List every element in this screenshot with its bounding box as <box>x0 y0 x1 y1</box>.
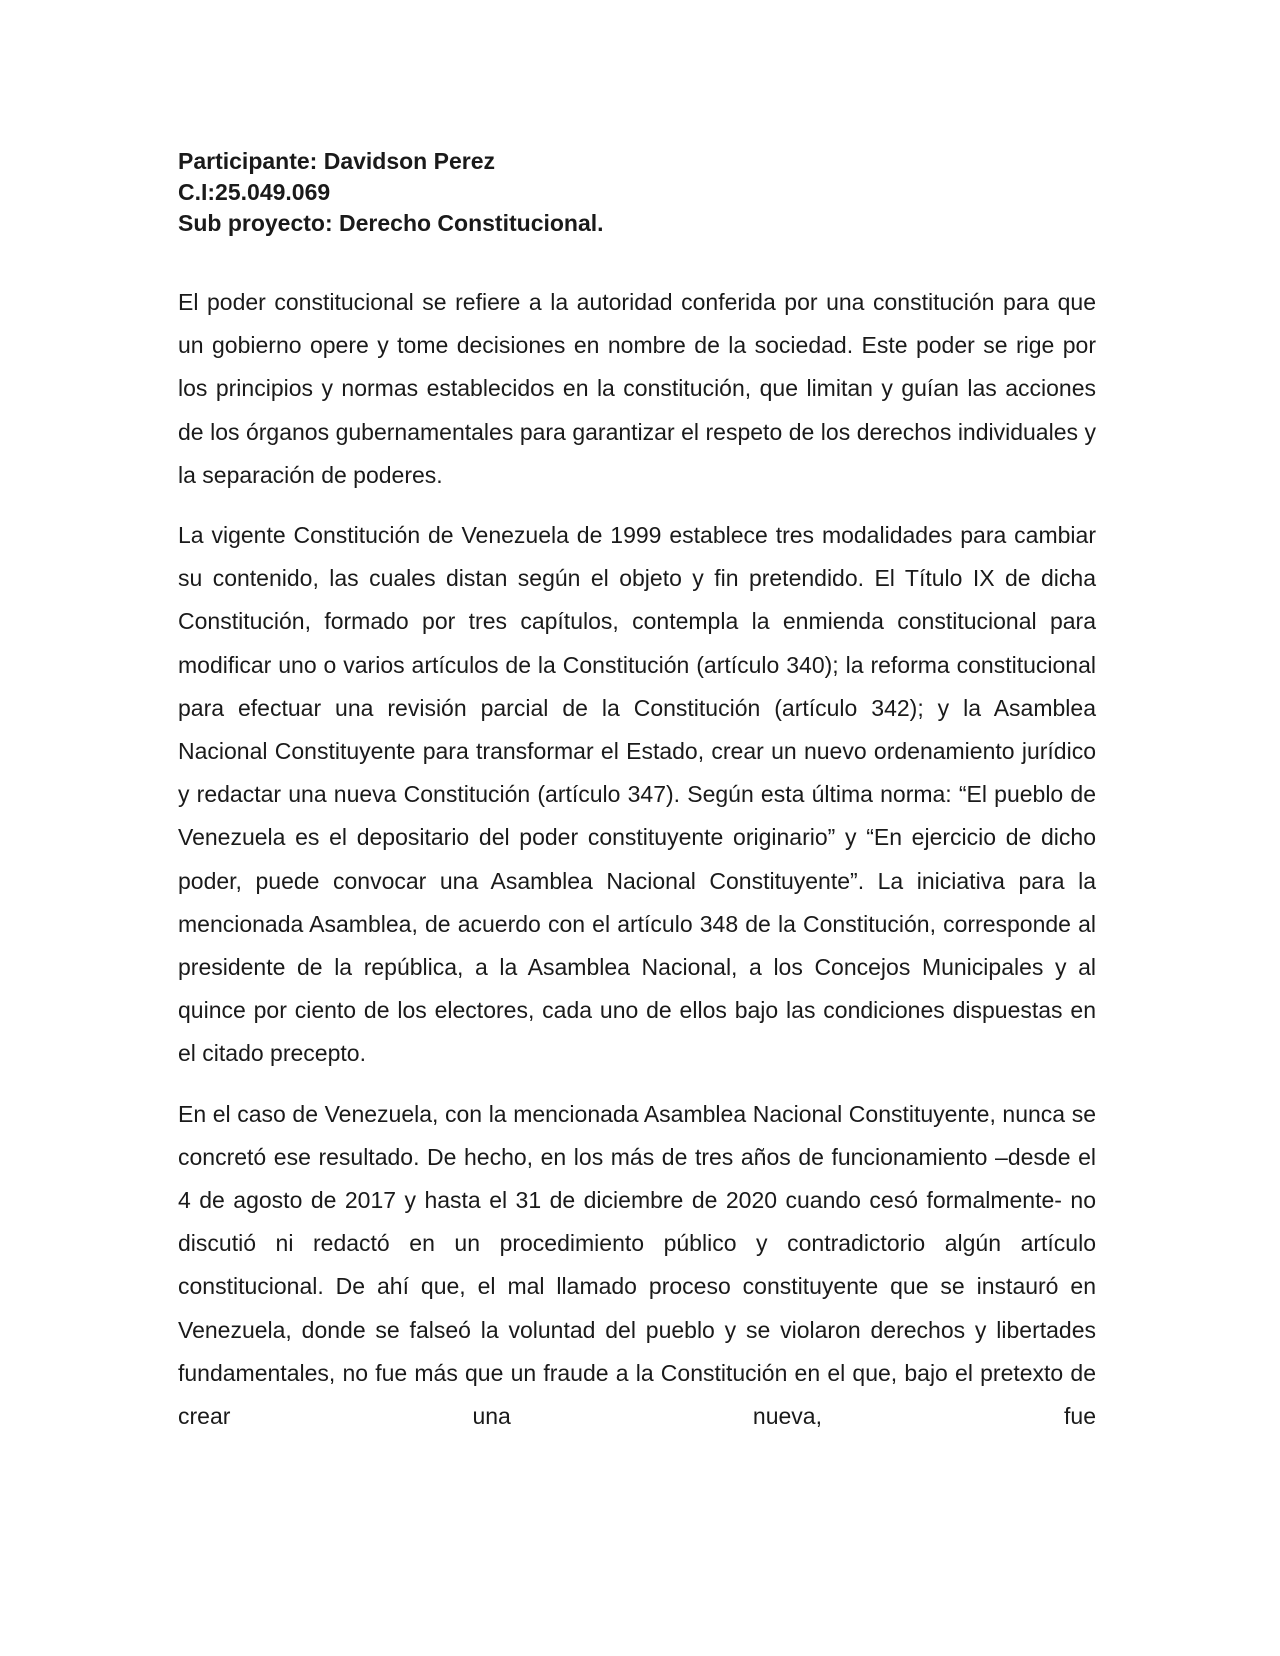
id-number: C.I:25.049.069 <box>178 179 331 205</box>
paragraph: En el caso de Venezuela, con la mencionada Asamblea Nacional Constituyente, nunca se concretó ese resultado. De hecho, en los más de tres años de funcionamiento –desde el 4 de agosto de 2017 y hasta el 31 de diciembre de 2020 cuando cesó formalmente- no discutió ni redactó en un procedimiento público y contradictorio algún artículo constitucional. De ahí que, el mal llamado proceso constituyente que se instauró en Venezuela, donde se falseó la voluntad del pueblo y se violaron derechos y libertades fundamentales, no fue más que un fraude a la Constitución en el que, bajo el pretexto de crear una nueva, fue <box>178 1100 1096 1430</box>
document-content <box>178 146 1096 1438</box>
participant-name: Participante: Davidson Perez <box>178 148 495 174</box>
paragraph: La vigente Constitución de Venezuela de 1999 establece tres modalidades para cambiar su contenido, las cuales distan según el objeto y fin pretendido. El Título IX de dicha Constitución, formado por tres capítulos, contempla la enmienda constitucional para modificar uno o varios artículos de la Constitución (artículo 340); la reforma constitucional para efectuar una revisión parcial de la Constitución (artículo 342); y la Asamblea Nacional Constituyente para transformar el Estado, crear un nuevo ordenamiento jurídico y redactar una nueva Constitución (artículo 347). Según esta última norma: “El pueblo de Venezuela es el depositario del poder constituyente originario” y “En ejercicio de dicho poder, puede convocar una Asamblea Nacional Constituyente”. La iniciativa para la mencionada Asamblea, de acuerdo con el artículo 348 de la Constitución, corresponde al presidente de la república, a la Asamblea Nacional, a los Concejos Municipales y al quince por ciento de los electores, cada uno de ellos bajo las condiciones dispuestas en el citado precepto. <box>178 522 1096 1067</box>
paragraph: El poder constitucional se refiere a la autoridad conferida por una constitución para que un gobierno opere y tome decisiones en nombre de la sociedad. Este poder se rige por los principios y normas establecidos en la constitución, que limitan y guían las acciones de los órganos gubernamentales para garantizar el respeto de los derechos individuales y la separación de poderes. <box>178 289 1096 488</box>
subproject-title: Sub proyecto: Derecho Constitucional. <box>178 210 604 236</box>
document-body <box>178 281 1096 1438</box>
